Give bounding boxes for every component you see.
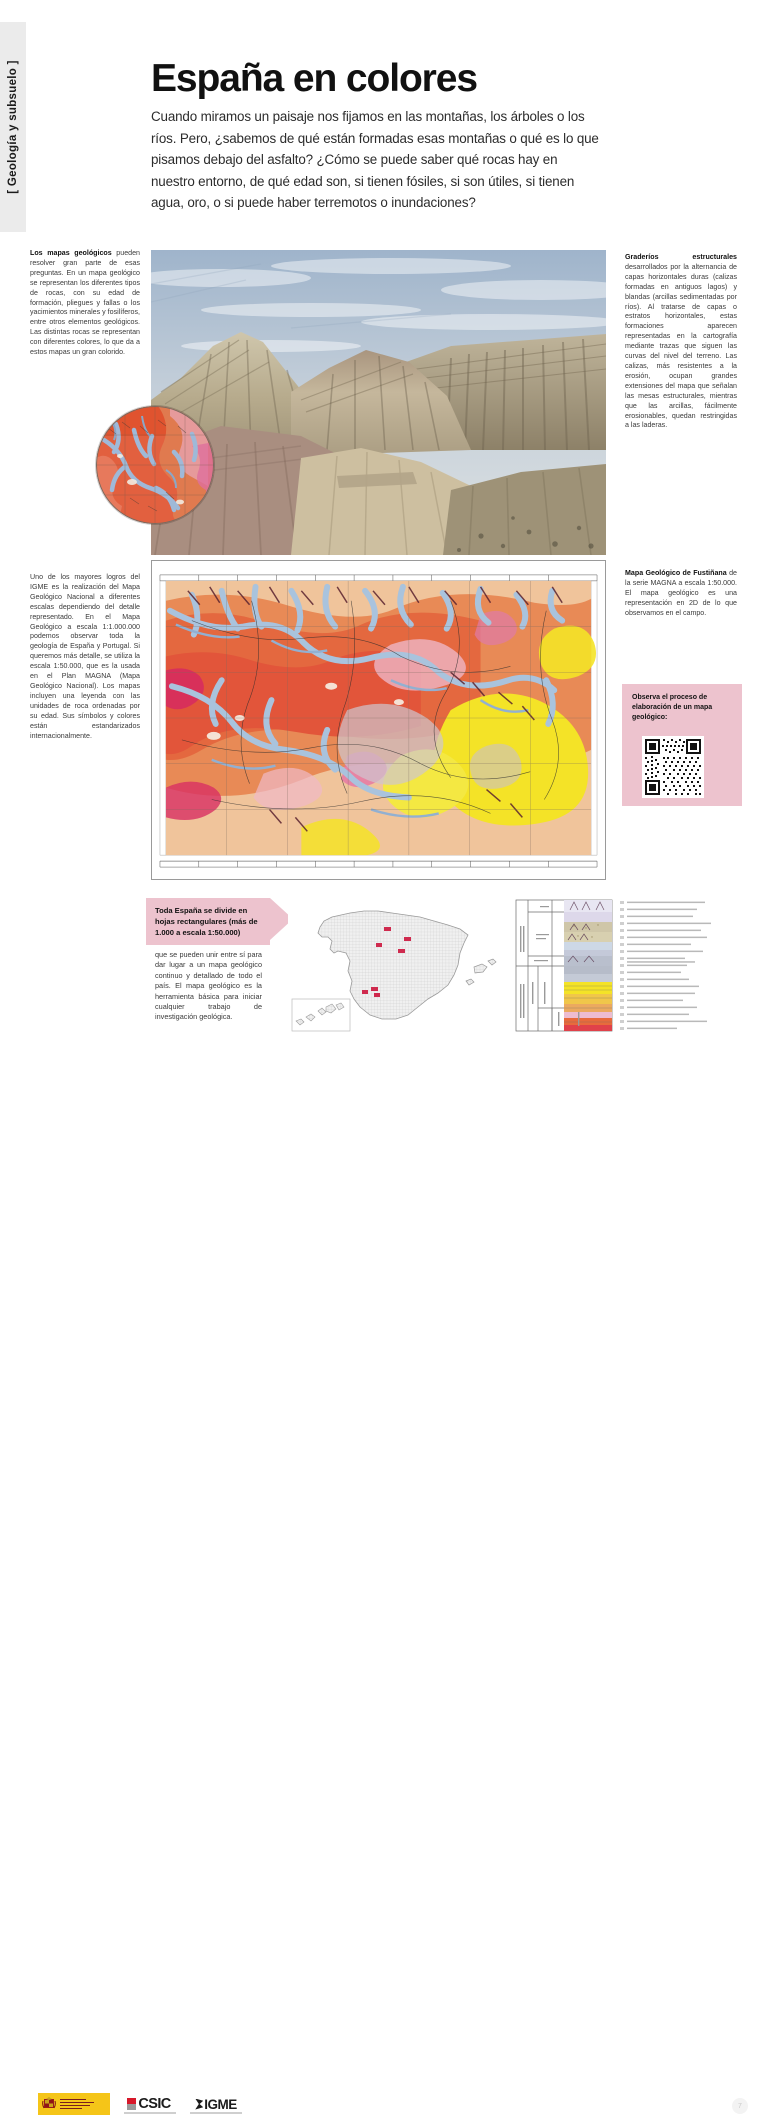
- csic-subtitle-rule: [124, 2112, 176, 2114]
- spain-sheet-index-map: [288, 895, 503, 1035]
- igme-logo: [186, 2093, 246, 2115]
- geological-map-art: [152, 561, 605, 879]
- left-column-top: [30, 249, 140, 358]
- page-number: 7: [732, 2098, 748, 2114]
- qr-code-icon[interactable]: [642, 736, 704, 798]
- pink-callout-headline: Toda España se divide en hojas rectangulares (más de 1.000 a escala 1:50.000): [146, 898, 270, 945]
- igme-wordmark: IGME: [204, 2096, 237, 2112]
- left-column-top-body: pueden resolver gran parte de esas preguntas. En un mapa geológico se representan los diferentes tipos de rocas, con su edad de formación, pliegues y fallas o los yacimientos minerales y fosilíferos, entre otros elementos geológicos. Las distintas rocas se representan con diferentes colores, lo que da a estos mapas un gran colorido.: [30, 249, 140, 357]
- spain-coat-of-arms-icon: [42, 2096, 56, 2112]
- qr-code-art: [642, 736, 704, 798]
- qr-caption: Observa el proceso de elaboración de un mapa geológico:: [632, 694, 713, 721]
- pink-callout: [146, 898, 270, 1023]
- legend-figure: [508, 896, 716, 1034]
- spain-sheet-index-map-art: [288, 895, 503, 1035]
- footer: [0, 1040, 768, 2112]
- csic-mark-icon: [127, 2098, 136, 2110]
- page-title: España en colores: [151, 57, 477, 101]
- section-tab: [0, 22, 26, 232]
- csic-wordmark: CSIC: [138, 2096, 171, 2112]
- right-column-top: [625, 253, 737, 431]
- geological-map: [151, 560, 606, 880]
- right-column-bottom-body: de la serie MAGNA a escala 1:50.000. El mapa geológico es una representación en 2D de lo que observamos en el campo.: [625, 569, 737, 617]
- csic-logo: [118, 2093, 180, 2115]
- right-column-top-body: desarrollados por la alternancia de capas horizontales duras (calizas formadas en antiguos lagos) y blandas (arcillas sedimentadas por ríos). Al tratarse de capas o estratos horizontales, estas formaciones aparecen representadas en la cartografía mediante trazas que siguen las curvas del nivel del terreno. Las calizas, más resistentes a la erosión, ocupan grandes extensiones del mapa que señalan las mesas estructurales, mientras que las arcillas, fácilmente erosionables, quedan restringidas a las laderas.: [625, 262, 737, 430]
- intro-paragraph: Cuando miramos un paisaje nos fijamos en las montañas, los árboles o los ríos. Pero, ¿sabemos de qué están formadas esas montañas o qué es lo que pisamos debajo del asfalto? ¿Cómo se puede saber qué rocas hay en nuestro entorno, de qué edad son, si tienen fósiles, si son útiles, si tienen agua, oro, o si puede haber terremotos o inundaciones?: [151, 109, 599, 211]
- right-column-top-lead: Graderíos estructurales: [625, 253, 737, 261]
- landscape-photo: [151, 250, 606, 555]
- circular-map-inset: [96, 406, 214, 524]
- qr-callout-box: [622, 684, 742, 806]
- gobierno-de-espana-logo: [38, 2093, 110, 2115]
- pink-callout-body: que se pueden unir entre sí para dar lugar a un mapa geológico continuo y detallado de todo el país. El mapa geológico es la herramienta básica para iniciar cualquier trabajo de investigación geológica.: [155, 950, 262, 1022]
- left-column-bottom: Uno de los mayores logros del IGME es la realización del Mapa Geológico Nacional a diferentes escalas dependiendo del detalle representado. En el Mapa Geológico a escala 1:1.000.000 podemos observar toda la geología de España y Portugal. Si queremos más detalle, se utiliza la escala 1:50.000, que es la usada en el Plan MAGNA (Mapa Geológico Nacional). Los mapas incluyen una leyenda con las unidades de roca ordenadas por su edad. Sus símbolos y colores están estandarizados internacionalmente.: [30, 573, 140, 740]
- legend-figure-art: [508, 896, 716, 1034]
- right-column-bottom: [625, 569, 737, 619]
- gobierno-logo-wordmark: [60, 2099, 94, 2109]
- igme-mark-icon: [195, 2099, 203, 2110]
- right-column-bottom-lead: Mapa Geológico de Fustiñana: [625, 569, 727, 577]
- igme-subtitle-rule: [190, 2112, 242, 2114]
- section-tab-label: [ Geología y subsuelo ]: [7, 60, 19, 194]
- landscape-photo-art: [151, 250, 606, 555]
- circular-map-inset-art: [96, 406, 214, 524]
- left-column-top-lead: Los mapas geológicos: [30, 249, 112, 257]
